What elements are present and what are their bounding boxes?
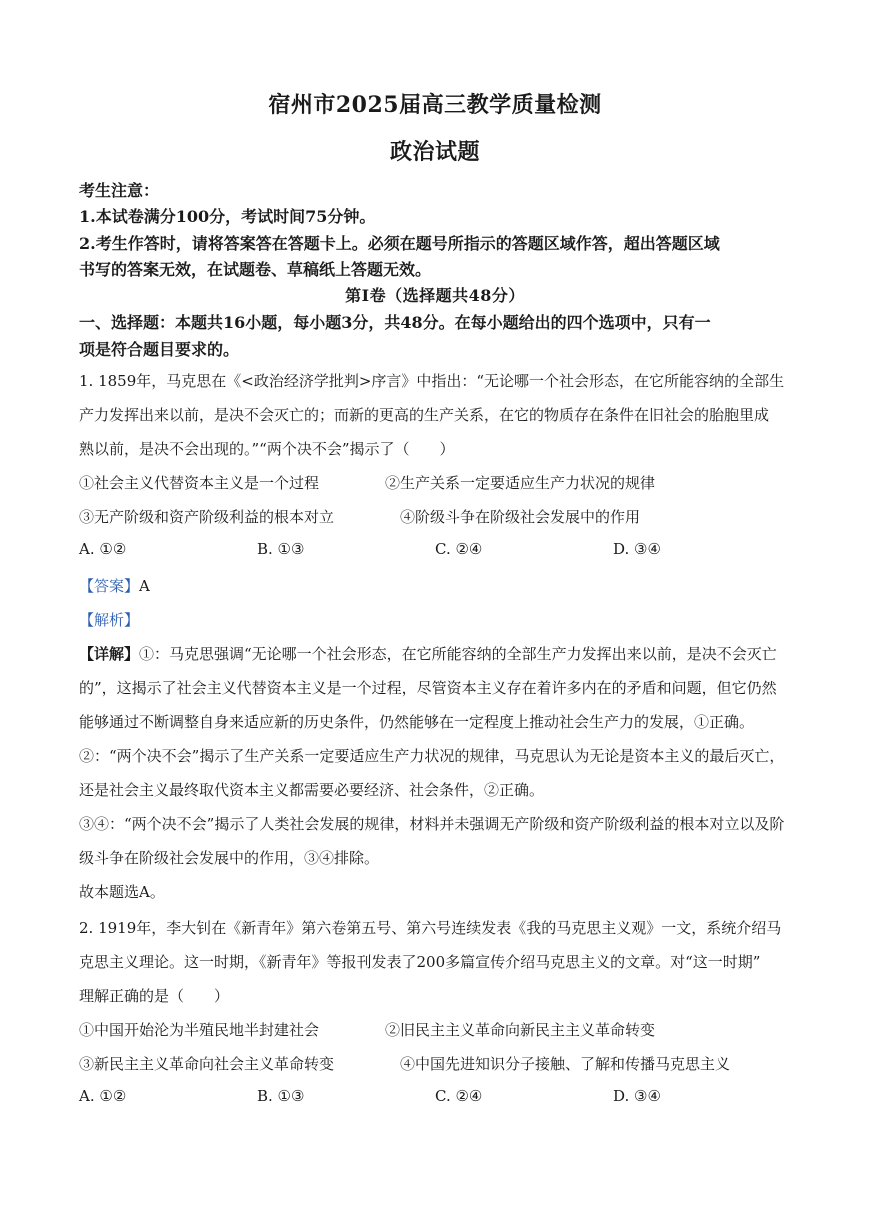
page-subtitle: 政治试题	[389, 139, 480, 165]
analysis-label: 【解析】	[79, 611, 140, 629]
choice-b: B. ①③	[257, 540, 305, 558]
notice-item: 2.考生作答时，请将答案答在答题卡上。必须在题号所指示的答题区域作答，超出答题区域	[79, 234, 720, 253]
notice-item: 1.本试卷满分100分，考试时间75分钟。	[79, 207, 376, 226]
section-instruction: 项是符合题目要求的。	[79, 340, 240, 359]
answer-line	[79, 575, 150, 596]
detail-label: 【详解】	[79, 645, 140, 663]
page-title: 宿州市2025届高三教学质量检测	[268, 92, 602, 118]
statement: ②生产关系一定要适应生产力状况的规律	[385, 474, 656, 492]
statement: ①社会主义代替资本主义是一个过程	[79, 474, 320, 492]
choice-a: A. ①②	[79, 1087, 127, 1105]
detail-text: 的”，这揭示了社会主义代替资本主义是一个过程，尽管资本主义存在着许多内在的矛盾和问题，但它仍然	[79, 679, 777, 697]
detail-text: ②：“两个决不会”揭示了生产关系一定要适应生产力状况的规律，马克思认为无论是资本主义的最后灭亡，	[79, 747, 785, 765]
choice-c: C. ②④	[435, 1087, 483, 1105]
question-stem: 理解正确的是（ ）	[79, 987, 230, 1005]
detail-conclusion: 故本题选A。	[79, 883, 165, 901]
section-title: 第Ⅰ卷（选择题共48分）	[345, 286, 525, 305]
answer-label: 【答案】	[79, 577, 140, 595]
question-stem: 产力发挥出来以前，是决不会灭亡的；而新的更高的生产关系，在它的物质存在条件在旧社会的胎胞里成	[79, 406, 770, 424]
choice-d: D. ③④	[613, 1087, 661, 1105]
choice-d: D. ③④	[613, 540, 661, 558]
choice-c: C. ②④	[435, 540, 483, 558]
detail-text: 还是社会主义最终取代资本主义都需要必要经济、社会条件，②正确。	[79, 781, 545, 799]
statement: ④中国先进知识分子接触、了解和传播马克思主义	[400, 1055, 731, 1073]
statement: ②旧民主主义革命向新民主主义革命转变	[385, 1021, 656, 1039]
section-instruction: 一、选择题：本题共16小题，每小题3分，共48分。在每小题给出的四个选项中，只有一	[79, 313, 711, 332]
choice-a: A. ①②	[79, 540, 127, 558]
question-stem: 克思主义理论。这一时期，《新青年》等报刊发表了200多篇宣传介绍马克思主义的文章。对“这一时期”	[79, 953, 761, 971]
statement: ①中国开始沦为半殖民地半封建社会	[79, 1021, 320, 1039]
detail-text: 级斗争在阶级社会发展中的作用，③④排除。	[79, 849, 380, 867]
question-stem: 2. 1919年，李大钊在《新青年》第六卷第五号、第六号连续发表《我的马克思主义观》一文，系统介绍马	[79, 919, 782, 937]
detail-line	[79, 643, 777, 664]
notice-heading: 考生注意：	[79, 181, 160, 200]
detail-text: 能够通过不断调整自身来适应新的历史条件，仍然能够在一定程度上推动社会生产力的发展，①正确。	[79, 713, 755, 731]
answer-value: A	[139, 577, 150, 595]
statement: ③新民主主义革命向社会主义革命转变	[79, 1055, 335, 1073]
statement: ④阶级斗争在阶级社会发展中的作用	[400, 508, 641, 526]
statement: ③无产阶级和资产阶级利益的根本对立	[79, 508, 335, 526]
choice-b: B. ①③	[257, 1087, 305, 1105]
detail-text: ①：马克思强调“无论哪一个社会形态，在它所能容纳的全部生产力发挥出来以前，是决不会灭亡	[139, 645, 777, 663]
question-stem: 1. 1859年，马克思在《<政治经济学批判>序言》中指出：“无论哪一个社会形态，在它所能容纳的全部生	[79, 372, 785, 390]
notice-item: 书写的答案无效，在试题卷、草稿纸上答题无效。	[79, 260, 432, 279]
question-stem: 熟以前，是决不会出现的。”“两个决不会”揭示了（ ）	[79, 440, 455, 458]
detail-text: ③④：“两个决不会”揭示了人类社会发展的规律，材料并未强调无产阶级和资产阶级利益的根本对立以及阶	[79, 815, 785, 833]
